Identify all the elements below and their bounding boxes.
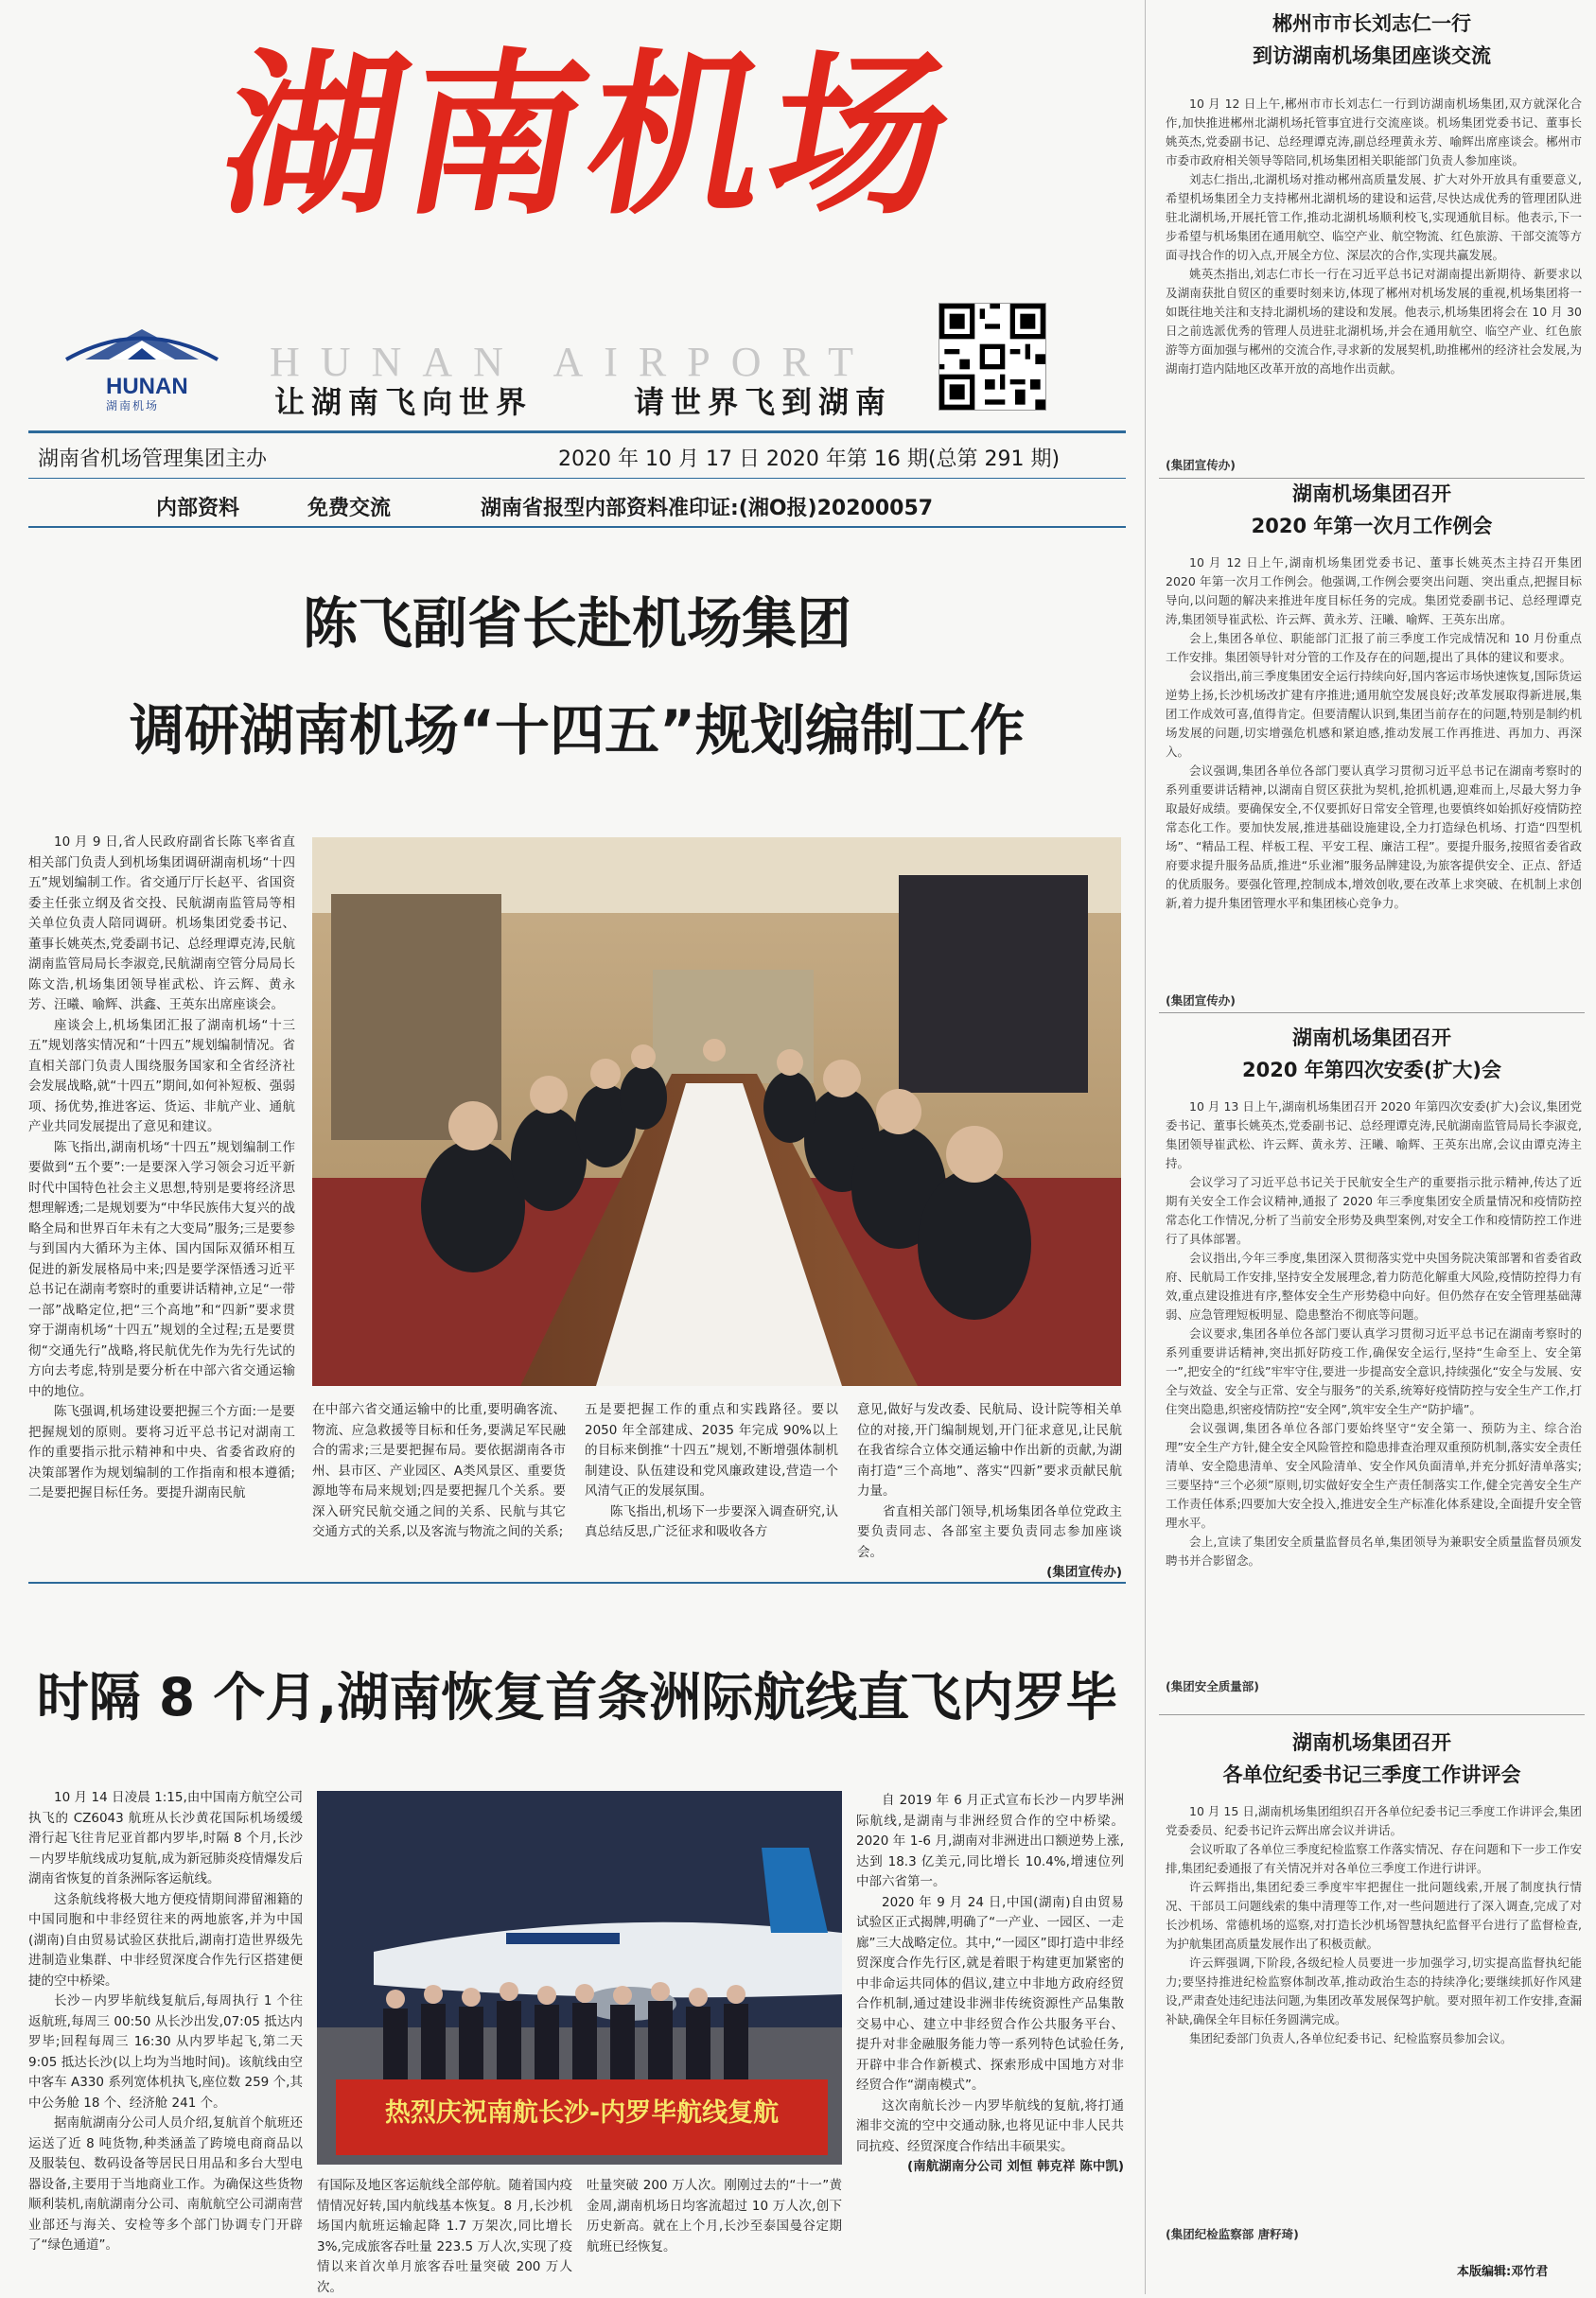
paragraph: 会上,集团各单位、职能部门汇报了前三季度工作完成情况和 10 月份重点工作安排。集团领导针对分管的工作及存在的问题,提出了具体的建议和要求。 — [1166, 631, 1582, 664]
masthead-english: HUNAN AIRPORT — [270, 339, 875, 385]
article1-column-1 — [28, 833, 295, 1542]
sidebar-article4-title — [1159, 1727, 1585, 1791]
paragraph: 吐量突破 200 万人次。刚刚过去的“十一”黄金周,湖南机场日均客流超过 10 万人次,创下历史新高。就在上个月,长沙至泰国曼谷定期航班已经恢复。 — [587, 2178, 842, 2254]
crew-photo — [317, 1791, 842, 2165]
title-line: 2020 年第四次安委(扩大)会 — [1242, 1059, 1501, 1081]
sidebar-article1-body — [1166, 95, 1582, 456]
title-line: 湖南机场集团召开 — [1292, 482, 1451, 505]
paragraph: 会议强调,集团各单位各部门要始终坚守“安全第一、预防为主、综合治理”安全生产方针,健全安全风险管控和隐患排查治理双重预防机制,落实安全责任清单、安全隐患清单、安全风险清单、安全作风负面清单,并充分抓好清单落实;三要坚持“三个必须”原则,切实做好安全生产责任制落实工作,健全完善安全生产工作责任体系;四要加大安全投入,推进安全生产标准化体系建设,全面提升安全管理水平。 — [1166, 1421, 1582, 1530]
paragraph: 许云辉强调,下阶段,各级纪检人员要进一步加强学习,切实提高监督执纪能力;要坚持推进纪检监察体制改革,推动政治生态的持续净化;要继续抓好作风建设,严肃查处违纪违法问题,为集团改革发展保驾护航。要对照年初工作安排,查漏补缺,确保全年目标任务圆满完成。 — [1166, 1956, 1582, 2026]
paragraph: 陈飞指出,湖南机场“十四五”规划编制工作要做到“五个要”:一是要深入学习领会习近平新时代中国特色社会主义思想,特别是要将经济思想理解透;二是规划要为“中华民族伟大复兴的战略全局和世界百年未有之大变局”服务;三是要参与到国内大循环为主体、国内国际双循环相互促进的新发展格局中来;四是要学深悟透习近平总书记在湖南考察时的重要讲话精神,立足“一带一部”战略定位,把“三个高地”和“四新”要求贯穿于湖南机场“十四五”规划的全过程;五是要贯彻“交通先行”战略,将民航优先作为先行先试的方向去考虑,特别是要分析在中部六省交通运输中的地位。 — [28, 1139, 295, 1399]
page-editor: 本版编辑:邓竹君 — [1457, 2265, 1549, 2279]
article1-title-line1: 陈飞副省长赴机场集团 — [302, 591, 851, 656]
masthead-rule-bottom — [28, 526, 1126, 528]
sidebar-article2-credit: (集团宣传办) — [1166, 993, 1236, 1008]
paragraph: 会议指出,今年三季度,集团深入贯彻落实党中央国务院决策部署和省委省政府、民航局工作安排,坚持安全发展理念,着力防范化解重大风险,疫情防控得力有效,重点建设推进有序,整体安全生产形势稳中向好。但仍然存在安全管理基础薄弱、应急管理短板明显、隐患整治不彻底等问题。 — [1166, 1251, 1582, 1322]
sidebar-article3-credit: (集团安全质量部) — [1166, 1679, 1259, 1693]
paragraph: 10 月 12 日上午,湖南机场集团党委书记、董事长姚英杰主持召开集团 2020 年第一次月工作例会。他强调,工作例会要突出问题、突出重点,把握目标导向,以问题的解决来推进年度目标任务的完成。集团党委副书记、总经理谭克涛,集团领导崔武松、许云辉、黄永芳、汪曦、喻辉、王英东出席。 — [1166, 555, 1582, 626]
paragraph: 据南航湖南分公司人员介绍,复航首个航班还运送了近 8 吨货物,种类涵盖了跨境电商商品以及服装包、数码设备等居民日用品和多台大型电器设备,主要用于当地商业工作。为确保这些货物顺利装机,南航湖南分公司、南航航空公司湖南营业部还与海关、安检等多个部门协调专门开辟了“绿色通道”。 — [28, 2115, 303, 2253]
title-line: 湖南机场集团召开 — [1292, 1731, 1451, 1754]
paragraph: 10 月 12 日上午,郴州市市长刘志仁一行到访湖南机场集团,双方就深化合作,加快推进郴州北湖机场托管事宜进行交流座谈。机场集团党委书记、董事长姚英杰,党委副书记、总经理谭克涛,副总经理黄永芳、喻辉出席座谈会。郴州市市委市政府相关领导等陪同,机场集团相关职能部门负责人参加座谈。 — [1166, 96, 1582, 167]
sidebar-article1-title — [1159, 8, 1585, 72]
celebration-banner: 热烈庆祝南航长沙-内罗毕航线复航 — [384, 2098, 780, 2128]
paragraph: 10 月 15 日,湖南机场集团组织召开各单位纪委书记三季度工作讲评会,集团党委委员、纪委书记许云辉出席会议并讲话。 — [1166, 1804, 1582, 1837]
qr-code-icon — [939, 304, 1045, 410]
paragraph: 这次南航长沙－内罗毕航线的复航,将打通湘非交流的空中交通动脉,也将见证中非人民共同抗疫、经贸深度合作结出丰硕果实。 — [856, 2097, 1124, 2154]
sidebar-article2-body — [1166, 553, 1582, 991]
article1-column-3 — [585, 1400, 838, 1542]
title-line: 湖南机场集团召开 — [1292, 1026, 1451, 1049]
paragraph: 会议学习了习近平总书记关于民航安全生产的重要指示批示精神,传达了近期有关安全工作会议精神,通报了 2020 年三季度集团安全质量情况和疫情防控常态化工作情况,分析了当前安全形势及典型案例,对安全工作和疫情防控工作进行了具体部署。 — [1166, 1175, 1582, 1246]
paragraph: 自 2019 年 6 月正式宣布长沙－内罗毕洲际航线,是湖南与非洲经贸合作的空中桥梁。2020 年 1-6 月,湖南对非洲进出口额逆势上涨,达到 18.3 亿美元,同比增长 10.4%,增速位列中部六省第一。 — [856, 1793, 1124, 1889]
paragraph: 10 月 14 日凌晨 1:15,由中国南方航空公司执飞的 CZ6043 航班从长沙黄花国际机场缓缓滑行起飞往肯尼亚首都内罗毕,时隔 8 个月,长沙－内罗毕航线成功复航,成为新冠肺炎疫情爆发后湖南省恢复的首条洲际客运航线。 — [28, 1790, 303, 1886]
sidebar-article3-body — [1166, 1097, 1582, 1676]
paragraph: 省直相关部门领导,机场集团各单位党政主要负责同志、各部室主要负责同志参加座谈会。 — [857, 1503, 1122, 1560]
sponsor: 湖南省机场管理集团主办 — [38, 447, 268, 471]
article2-column-3 — [856, 1791, 1124, 2278]
emblem-name: HUNAN — [106, 374, 188, 399]
internal-label: 内部资料 — [156, 497, 240, 520]
meeting-photo — [312, 837, 1121, 1386]
paragraph: 座谈会上,机场集团汇报了湖南机场“十三五”规划落实情况和“十四五”规划编制情况。省直相关部门负责人围绕服务国家和全省经济社会发展战略,就“十四五”期间,如何补短板、强弱项、扬优势,推进客运、货运、非航产业、通航产业共同发展提出了意见和建议。 — [28, 1017, 295, 1134]
paragraph: 有国际及地区客运航线全部停航。随着国内疫情情况好转,国内航线基本恢复。8 月,长沙机场国内航班运输起降 1.7 万架次,同比增长 3%,完成旅客吞吐量 223.5 万人次,实现了疫情以来首次单月旅客吞吐量突破 200 万人次。 — [317, 2178, 572, 2295]
paragraph: 在中部六省交通运输中的比重,要明确客流、物流、应急救援等目标和任务,要满足军民融合的需求;三是要把握布局。要依据湖南各市州、县市区、产业园区、A类风景区、重要货源地等布局来规划;四是要把握几个关系。要深入研究民航交通之间的关系、民航与其它交通方式的关系,以及客流与物流之间的关系; — [312, 1402, 566, 1539]
masthead-rule — [28, 430, 1126, 433]
sidebar-separator — [1145, 0, 1146, 2294]
sidebar-article1-credit: (集团宣传办) — [1166, 458, 1236, 472]
article2-column-2 — [317, 2176, 572, 2295]
article2-column-1 — [28, 1788, 303, 2271]
title-line: 2020 年第一次月工作例会 — [1251, 515, 1493, 537]
sidebar-article3-title — [1159, 1022, 1585, 1086]
paragraph: 这条航线将极大地方便疫情期间滞留湘籍的中国同胞和中非经贸往来的两地旅客,并为中国(湖南)自由贸易试验区获批后,湖南打造世界级先进制造业集群、中非经贸深度合作先行区搭建便捷的空中桥梁。 — [28, 1891, 303, 1989]
paragraph: 长沙－内罗毕航线复航后,每周执行 1 个往返航班,每周三 00:50 从长沙出发,07:05 抵达内罗毕;回程每周三 16:30 从内罗毕起飞,第二天 9:05 抵达长沙(以上均为当地时间)。该航线由空中客车 A330 系列宽体机执飞,座位数 259 个,其中公务舱 18 个、经济舱 241 个。 — [28, 1993, 303, 2111]
sidebar-divider — [1159, 1714, 1585, 1715]
slogan-right: 请世界飞到湖南 — [634, 384, 893, 420]
paragraph: 许云辉指出,集团纪委三季度牢牢把握住一批问题线索,开展了制度执行情况、干部员工问题线索的集中清理等工作,对一些问题进行了深入调查,完成了对长沙机场、常德机场的巡察,对打造长沙机场智慧执纪监督平台进行了监督检查,为护航集团高质量发展作出了积极贡献。 — [1166, 1880, 1582, 1951]
paragraph: 会议强调,集团各单位各部门要认真学习贯彻习近平总书记在湖南考察时的系列重要讲话精神,以湖南自贸区获批为契机,抢抓机遇,迎难而上,尽最大努力争取最好成绩。要确保安全,不仅要抓好日常安全管理,也要慎终如始抓好疫情防控常态化工作。要加快发展,推进基础设施建设,全力打造绿色机场、打造“四型机场”、“精品工程、样板工程、平安工程、廉洁工程”。要提升服务,按照省委省政府要求提升服务品质,推进“乐业湘”服务品牌建设,为旅客提供安全、正点、舒适的优质服务。要强化管理,控制成本,增效创收,要在改革上求突破、在机制上求创新,着力提升集团管理水平和集团核心竞争力。 — [1166, 763, 1582, 910]
paragraph: 会上,宣读了集团安全质量监督员名单,集团领导为兼职安全质量监督员颁发聘书并合影留念。 — [1166, 1535, 1582, 1568]
article1-credit: (集团宣传办) — [1046, 1565, 1122, 1580]
article-divider — [28, 1582, 1126, 1584]
paragraph: 刘志仁指出,北湖机场对推动郴州高质量发展、扩大对外开放具有重要意义,希望机场集团全力支持郴州北湖机场的建设和运营,尽快达成优秀的管理团队进驻北湖机场,开展托管工作,推动北湖机场顺利校飞,实现通航目标。他表示,下一步希望与机场集团在通用航空、临空产业、航空物流、红色旅游、干部交流等方面寻找合作的切入点,开展全方位、深层次的合作,实现共赢发展。 — [1166, 172, 1582, 262]
paragraph: 陈飞指出,机场下一步要深入调查研究,认真总结反思,广泛征求和吸收各方 — [585, 1503, 838, 1539]
sidebar-article2-title — [1159, 478, 1585, 542]
paragraph: 10 月 13 日上午,湖南机场集团召开 2020 年第四次安委(扩大)会议,集团党委书记、董事长姚英杰,党委副书记、总经理谭克涛,民航湖南监管局局长李淑竞,集团领导崔武松、许云辉、黄永芳、汪曦、喻辉、王英东出席,会议由谭克涛主持。 — [1166, 1099, 1582, 1170]
title-line: 到访湖南机场集团座谈交流 — [1253, 44, 1491, 67]
paragraph: 会议听取了各单位三季度纪检监察工作落实情况、存在问题和下一步工作安排,集团纪委通报了有关情况并对各单位三季度工作进行讲评。 — [1166, 1842, 1582, 1875]
paragraph: 2020 年 9 月 24 日,中国(湖南)自由贸易试验区正式揭牌,明确了“一产业、一园区、一走廊”三大战略定位。其中,“一园区”即打造中非经贸深度合作先行区,就是着眼于构建更加紧密的中非命运共同体的倡议,建立中非地方政府经贸合作机制,通过建设非洲非传统资源性产品集散交易中心、建立中非经贸合作公共服务平台、提升对非金融服务能力等一系列特色试验任务,开辟中非合作新模式、探索形成中国地方对非经贸合作“湖南模式”。 — [856, 1894, 1124, 2093]
masthead-title: 湖南机场 — [208, 31, 973, 238]
paragraph: 意见,做好与发改委、民航局、设计院等相关单位的对接,开门编制规划,开门征求意见,让民航在我省综合立体交通运输中作出新的贡献,为湖南打造“三个高地”、落实“四新”要求贡献民航力量。 — [857, 1402, 1122, 1499]
sidebar-article4-body — [1166, 1802, 1582, 2219]
title-line: 郴州市市长刘志仁一行 — [1272, 12, 1471, 35]
sidebar-article4-credit: (集团纪检监察部 唐籽琦) — [1166, 2227, 1299, 2241]
slogan-left: 让湖南飞向世界 — [274, 384, 534, 420]
paragraph: 姚英杰指出,刘志仁市长一行在习近平总书记对湖南提出新期待、新要求以及湖南获批自贸区的重要时刻来访,体现了郴州对机场发展的重视,机场集团将一如既往地关注和支持北湖机场的建设和发展。他表示,机场集团将会在 10 月 30 日之前选派优秀的管理人员进驻北湖机场,并会在通用航空、临空产业、红色旅游等方面加强与郴州的交流合作,寻求新的发展契机,助推郴州的经济社会发展,为湖南打造内陆地区改革开放的高地作出贡献。 — [1166, 267, 1582, 376]
article1-column-2 — [312, 1400, 566, 1542]
qr-code[interactable] — [938, 303, 1046, 411]
sidebar-divider — [1159, 1012, 1585, 1013]
article2-column-2b — [587, 2176, 842, 2280]
paragraph: 会议指出,前三季度集团安全运行持续向好,国内客运市场快速恢复,国际货运逆势上扬,长沙机场改扩建有序推进;通用航空发展良好;改革发展取得新进展,集团工作成效可喜,值得肯定。但要清醒认识到,集团当前存在的问题,特别是制约机场发展的问题,切实增强危机感和紧迫感,推动发展工作再推进、再加力、再深入。 — [1166, 669, 1582, 759]
paragraph: 五是要把握工作的重点和实践路径。要以 2050 年全部建成、2035 年完成 90%以上的目标来倒推“十四五”规划,不断增强体制机制建设、队伍建设和党风廉政建设,营造一个风清气正的发展氛围。 — [585, 1402, 838, 1499]
paragraph: 10 月 9 日,省人民政府副省长陈飞率省直相关部门负责人到机场集团调研湖南机场“十四五”规划编制工作。省交通厅厅长赵平、省国资委主任张立纲及省交投、民航湖南监管局等相关单位负责人陪同调研。机场集团党委书记、董事长姚英杰,党委副书记、总经理谭克涛,民航湖南监管局局长李淑竞,民航湖南空管分局局长陈文浩,机场集团领导崔武松、许云辉、黄永芳、汪曦、喻辉、洪鑫、王英东出席座谈会。 — [28, 834, 295, 1012]
info-divider — [28, 478, 1126, 479]
paragraph: 集团纪委部门负责人,各单位纪委书记、纪检监察员参加会议。 — [1189, 2031, 1513, 2045]
free-label: 免费交流 — [307, 497, 392, 520]
article2-credit: (南航湖南分公司 刘恒 韩克祥 陈中凯) — [907, 2159, 1124, 2174]
title-line: 各单位纪委书记三季度工作讲评会 — [1222, 1763, 1521, 1786]
paragraph: 会议要求,集团各单位各部门要认真学习贯彻习近平总书记在湖南考察时的系列重要讲话精神,突出抓好防疫工作,确保安全运行,坚持“生命至上、安全第一”,把安全的“红线”牢牢守住,要进一步提高安全意识,持续强化“安全与发展、安全与效益、安全与正常、安全与服务”的关系,统筹好疫情防控与安全生产工作,打住突出隐患,织密疫情防控“安全网”,筑牢安全生产“防护墙”。 — [1166, 1326, 1582, 1416]
emblem-subtitle: 湖南机场 — [106, 399, 160, 412]
article1-title-line2: 调研湖南机场“十四五”规划编制工作 — [129, 698, 1026, 763]
permit-number: 湖南省报型内部资料准印证:(湘O报)20200057 — [481, 497, 934, 520]
paragraph: 陈飞强调,机场建设要把握三个方面:一是要把握规划的原则。要将习近平总书记对湖南工作的重要指示批示精神和中央、省委省政府的决策部署作为规划编制的工作指南和根本遵循;二是要把握目标任务。要提升湖南民航 — [28, 1404, 295, 1500]
article1-column-4 — [857, 1400, 1122, 1580]
date-issue: 2020 年 10 月 17 日 2020 年第 16 期(总第 291 期) — [558, 447, 1061, 471]
article2-title: 时隔 8 个月,湖南恢复首条洲际航线直飞内罗毕 — [36, 1667, 1118, 1728]
